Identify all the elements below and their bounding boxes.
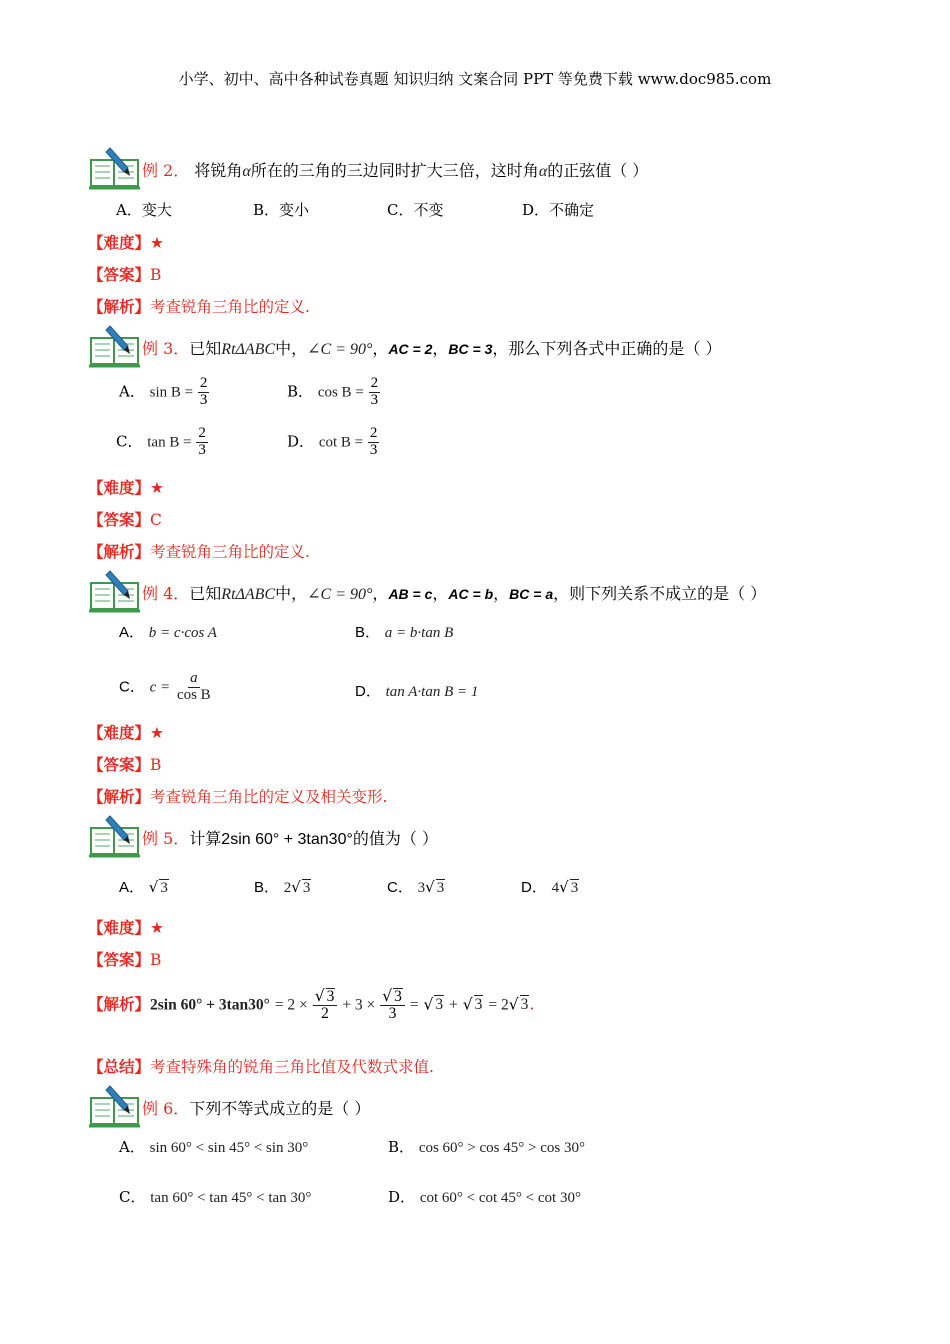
ex4-option-b: B． a = b·tan B xyxy=(355,624,454,641)
ex4-answer: 【答案】B xyxy=(88,755,162,774)
ex2-analysis: 【解析】考查锐角三角比的定义. xyxy=(88,297,310,316)
ex6-option-d: D． cot 60° < cot 45° < cot 30° xyxy=(388,1188,581,1206)
ex6-question: 例 6．下列不等式成立的是（ ） xyxy=(142,1099,371,1118)
ex5-analysis: 【解析】2sin 60° + 3tan30° = 2 × $\frac{√ 3}{2}$ + 3 × $\frac{√ 3}{3}$ = √ 3 + √ 3 = 2√ 3. xyxy=(88,987,535,1023)
ex2-difficulty: 【难度】★ xyxy=(88,233,164,252)
ex6-option-b: B． cos 60° > cos 45° > cos 30° xyxy=(388,1138,585,1156)
ex4-option-d: D． tan A·tan B = 1 xyxy=(355,683,479,700)
ex5-question: 例 5．计算2sin 60° + 3tan30°的值为（ ） xyxy=(142,829,438,848)
ex2-question: 例 2． 将锐角α所在的三角的三边同时扩大三倍，这时角α的正弦值（ ） xyxy=(142,161,649,180)
ex2-option-c: C．不变 xyxy=(387,201,444,219)
book-pencil-icon xyxy=(88,569,142,613)
book-pencil-icon xyxy=(88,146,142,190)
ex6-option-a: A． sin 60° < sin 45° < sin 30° xyxy=(119,1138,309,1156)
book-pencil-icon xyxy=(88,324,142,368)
ex2-option-d: D．不确定 xyxy=(522,201,595,219)
ex5-option-a: A． √ 3 xyxy=(119,878,168,896)
ex3-option-c: C． tan B = $\frac{2}{3}$ xyxy=(116,425,206,458)
ex3-option-b: B． cos B = $\frac{2}{3}$ xyxy=(287,375,379,408)
ex2-option-a: A．变大 xyxy=(116,201,172,219)
ex4-analysis: 【解析】考查锐角三角比的定义及相关变形. xyxy=(88,787,388,806)
ex5-option-c: C． 3√ 3 xyxy=(387,878,445,896)
book-pencil-icon xyxy=(88,814,142,858)
ex5-difficulty: 【难度】★ xyxy=(88,918,164,937)
page-header: 小学、初中、高中各种试卷真题 知识归纳 文案合同 PPT 等免费下载 www.doc985.com xyxy=(178,70,772,88)
ex3-analysis: 【解析】考查锐角三角比的定义. xyxy=(88,542,310,561)
ex2-answer: 【答案】B xyxy=(88,265,162,284)
ex4-question: 例 4．已知RtΔABC中，∠C = 90°，AB = c，AC = b，BC = a，则下列关系不成立的是（ ） xyxy=(142,584,767,603)
ex3-option-a: A． sin B = $\frac{2}{3}$ xyxy=(119,375,208,408)
ex3-option-d: D． cot B = $\frac{2}{3}$ xyxy=(287,425,378,458)
ex3-question: 例 3．已知RtΔABC中，∠C = 90°，AC = 2，BC = 3，那么下列各式中正确的是（ ） xyxy=(142,339,722,358)
ex4-option-a: A． b = c·cos A xyxy=(119,624,217,641)
book-pencil-icon xyxy=(88,1084,142,1128)
ex5-option-b: B． 2√ 3 xyxy=(254,878,311,896)
ex5-answer: 【答案】B xyxy=(88,950,162,969)
ex4-option-c: C． c = $\frac{a}{\text{cos B}}$ xyxy=(119,670,211,703)
ex3-answer: 【答案】C xyxy=(88,510,162,529)
ex2-number: 例 2． xyxy=(142,161,190,180)
ex3-difficulty: 【难度】★ xyxy=(88,478,164,497)
ex4-difficulty: 【难度】★ xyxy=(88,723,164,742)
ex6-option-c: C． tan 60° < tan 45° < tan 30° xyxy=(119,1188,312,1206)
ex5-summary: 【总结】考查特殊角的锐角三角比值及代数式求值. xyxy=(88,1057,434,1076)
ex5-option-d: D． 4√ 3 xyxy=(521,878,579,896)
ex2-option-b: B．变小 xyxy=(253,201,310,219)
